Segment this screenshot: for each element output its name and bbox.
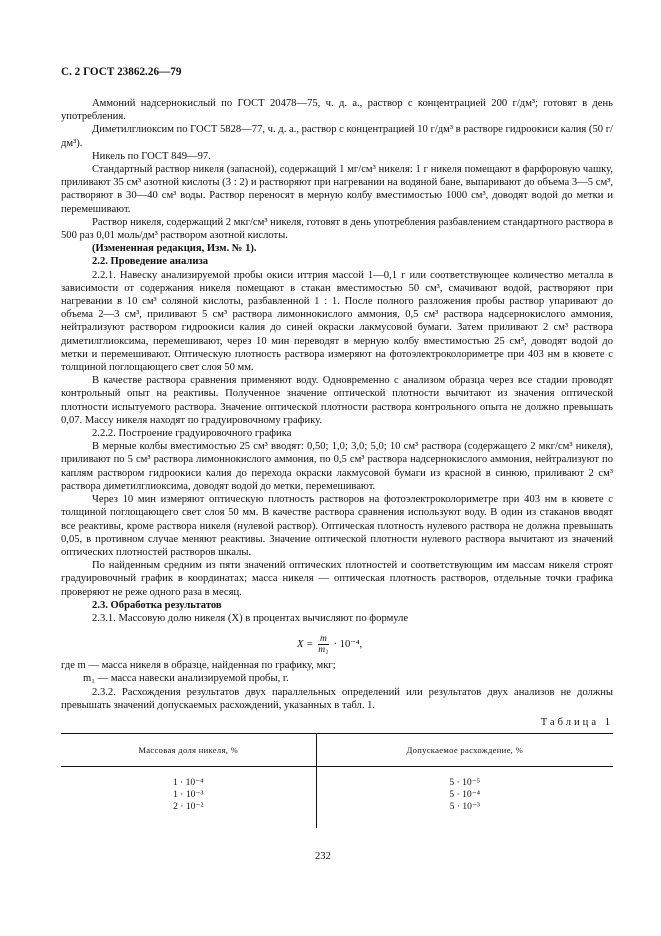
cell-value: 5 · 10⁻⁴ xyxy=(449,789,481,801)
variable-definition: m₁ — масса навески анализируемой пробы, г. xyxy=(83,673,289,685)
table-row xyxy=(61,767,613,829)
paragraph: Никель по ГОСТ 849—97. xyxy=(92,150,211,162)
paragraph: 2.3.1. Массовую долю никеля (X) в процентах вычисляют по формуле xyxy=(92,612,409,624)
document-page xyxy=(61,0,613,936)
paragraph: Раствор никеля, содержащий 2 мкг/см³ никеля, готовят в день употребления разбавлением стандартного раствора в 500 раз 0,01 моль/дм³ раствором азотной кислоты. xyxy=(61,216,613,242)
paragraph: В мерные колбы вместимостью 25 см³ вводят: 0,50; 1,0; 3,0; 5,0; 10 см³ раствора (содержащего 2 мкг/см³ никеля), приливают по 5 см³ раствора лимоннокислого аммония, по 0,5 см³ раствора надсернокислого аммония, нейтрализуют по каплям раствором гидроокиси калия до перехода окраски лакмусовой бумаги из красной в синюю, приливают 2 см³ раствора диметилглиоксима, доводят водой до метки, перемешивают. xyxy=(61,441,613,492)
table-cell-tolerance xyxy=(316,767,613,829)
formula-fraction xyxy=(318,634,329,655)
table-header-tolerance: Допускаемое расхождение, % xyxy=(316,734,613,767)
document-body xyxy=(61,97,613,828)
cell-value: 1 · 10⁻³ xyxy=(173,789,204,801)
paragraph: Стандартный раствор никеля (запасной), содержащий 1 мг/см³ никеля: 1 г никеля помещают в фарфоровую чашку, приливают 35 см³ азотной кислоты (3 : 2) и растворяют при нагревании на водяной бане, выпаривают до объема 3—5 см³, растворяют в 30—40 см³ воды. Раствор переносят в мерную колбу вместимостью 1000 см³, доводят водой до метки и перемешивают. xyxy=(61,164,613,215)
paragraph: В качестве раствора сравнения применяют воду. Одновременно с анализом образца через все стадии проводят контрольный опыт на реактивы. Полученное значение оптической плотности вычитают из значения оптической плотности испытуемого раствора. Значение оптической плотности раствора контрольного опыта не должно превышать 0,07. Массу никеля находят по градуировочному графику. xyxy=(61,375,613,426)
paragraph: 2.2.1. Навеску анализируемой пробы окиси иттрия массой 1—0,1 г или соответствующее количество металла в зависимости от содержания никеля помещают в стакан вместимостью 50 см³, смачивают водой, растворяют при нагревании в 10 см³ соляной кислоты, разбавленной 1 : 1. После полного разложения пробы раствор упаривают до объема 2—3 см³, приливают 5 см³ раствора лимоннокислого аммония, 0,5 см³ раствора надсернокислого аммония, нейтрализуют раствором гидроокиси калия до синей окраски лакмусовой бумаги. Затем приливают 2 см³ раствора диметилглиоксима, перемешивают, через 10 мин переводят в мерную колбу вместимостью 25 см³, доводят водой до метки и перемешивают. Оптическую плотность раствора измеряют на фотоэлектроколориметре при 403 нм в кювете с толщиной поглощающего свет слоя 50 мм. xyxy=(61,269,613,374)
cell-value: 5 · 10⁻³ xyxy=(449,801,480,813)
paragraph: Аммоний надсернокислый по ГОСТ 20478—75, ч. д. а., раствор с концентрацией 200 г/дм³; готовят в день употребления. xyxy=(61,98,613,123)
section-heading: 2.2. Проведение анализа xyxy=(92,256,208,268)
cell-value: 2 · 10⁻² xyxy=(173,801,204,813)
paragraph: 2.3.2. Расхождения результатов двух параллельных определений или результатов двух анализов не должны превышать значений допускаемых расхождений, указанных в табл. 1. xyxy=(61,686,613,711)
paragraph: Через 10 мин измеряют оптическую плотность растворов на фотоэлектроколориметре при 403 нм в кювете с толщиной поглощающего свет слоя 50 мм. В качестве раствора сравнения используют воду. В один из стаканов вводят все реактивы, кроме раствора никеля (нулевой раствор). Оптическая плотность нулевого раствора не должна превышать 0,05, в противном случае меняют реактивы. Значение оптической плотности нулевого раствора вычитают из значений оптических плотностей растворов шкалы. xyxy=(61,494,613,558)
formula-rhs: · 10⁻⁴, xyxy=(333,639,363,651)
amendment-note: (Измененная редакция, Изм. № 1). xyxy=(92,243,257,255)
section-heading: 2.3. Обработка результатов xyxy=(92,599,222,611)
subsection-heading: 2.2.2. Построение градуировочного графика xyxy=(92,428,292,440)
tolerance-table xyxy=(61,733,613,828)
table-cell-mass-fraction xyxy=(61,767,316,829)
cell-value: 5 · 10⁻⁵ xyxy=(449,777,481,789)
paragraph: Диметилглиоксим по ГОСТ 5828—77, ч. д. а., раствор с концентрацией 10 г/дм³ в растворе гидроокиси калия (50 г/дм³). xyxy=(61,124,613,149)
formula-numerator: m xyxy=(319,634,327,645)
formula-lhs: X = xyxy=(297,639,314,651)
formula xyxy=(61,625,613,659)
table-header-mass-fraction: Массовая доля никеля, % xyxy=(61,734,316,767)
variable-definition: где m — масса никеля в образце, найденная по графику, мкг; xyxy=(61,660,336,672)
page-number: 232 xyxy=(315,851,331,862)
page-header: С. 2 ГОСТ 23862.26—79 xyxy=(61,66,182,78)
cell-value: 1 · 10⁻⁴ xyxy=(172,777,204,789)
table-caption: Таблица 1 xyxy=(540,716,613,728)
paragraph: По найденным средним из пяти значений оптических плотностей и соответствующим им массам никеля строят градуировочный график в координатах; масса никеля — оптическая плотность растворов, отдельные точки графика проверяют не реже одного раза в месяц. xyxy=(61,560,613,598)
formula-denominator: m₁ xyxy=(318,645,329,656)
